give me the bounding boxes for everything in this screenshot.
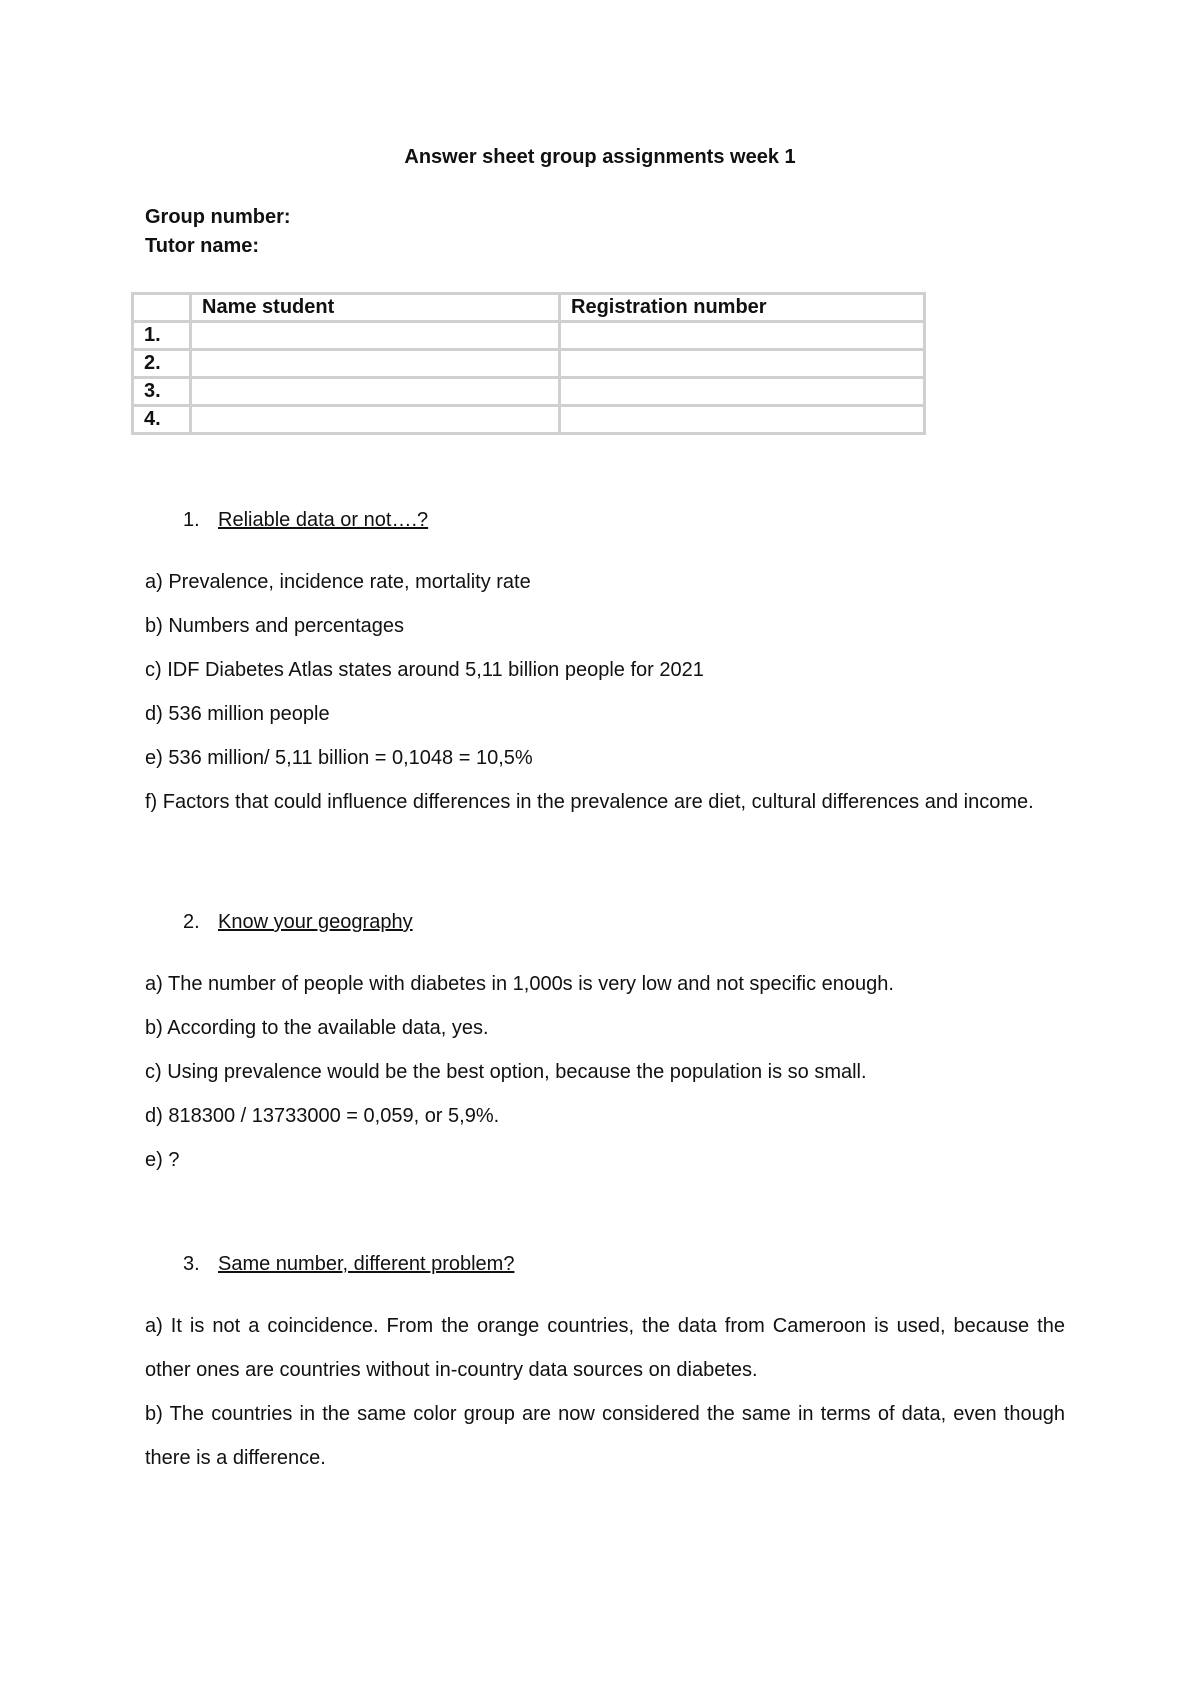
page-title: Answer sheet group assignments week 1	[404, 146, 796, 168]
section-1-heading	[183, 509, 428, 532]
answer-2c: c) Using prevalence would be the best option, because the population is so small.	[145, 1061, 867, 1083]
section-title: Reliable data or not….?	[218, 509, 429, 531]
answer-3b: b) The countries in the same color group are now considered the same in terms of data, even though there is a difference.	[145, 1403, 1065, 1469]
row-number: 1.	[133, 322, 191, 350]
answer-2b: b) According to the available data, yes.	[145, 1017, 489, 1039]
answer-1b: b) Numbers and percentages	[145, 615, 405, 637]
section-number: 2.	[183, 911, 200, 933]
student-name-cell[interactable]	[191, 406, 560, 434]
row-number: 3.	[133, 378, 191, 406]
section-title: Know your geography	[218, 911, 413, 933]
answer-1d: d) 536 million people	[145, 703, 330, 725]
answer-1a: a) Prevalence, incidence rate, mortality rate	[145, 571, 531, 593]
registration-number-cell[interactable]	[560, 350, 925, 378]
section-number: 3.	[183, 1253, 200, 1275]
table-row	[133, 350, 925, 378]
column-header-number	[133, 294, 191, 322]
section-title: Same number, different problem?	[218, 1253, 515, 1275]
answer-3a: a) It is not a coincidence. From the orange countries, the data from Cameroon is used, because the other ones are countries without in-country data sources on diabetes.	[145, 1315, 1065, 1381]
row-number: 4.	[133, 406, 191, 434]
answer-2e: e) ?	[145, 1149, 180, 1171]
answer-2d: d) 818300 / 13733000 = 0,059, or 5,9%.	[145, 1105, 500, 1127]
student-table	[131, 292, 926, 435]
tutor-name-label: Tutor name:	[145, 235, 260, 257]
registration-number-cell[interactable]	[560, 378, 925, 406]
answer-1f: f) Factors that could influence differences in the prevalence are diet, cultural differences and income.	[145, 791, 1034, 813]
column-header-name: Name student	[191, 294, 560, 322]
group-number-label: Group number:	[145, 206, 291, 228]
student-name-cell[interactable]	[191, 378, 560, 406]
registration-number-cell[interactable]	[560, 322, 925, 350]
student-name-cell[interactable]	[191, 322, 560, 350]
table-row	[133, 406, 925, 434]
column-header-registration: Registration number	[560, 294, 925, 322]
section-3-heading	[183, 1253, 514, 1276]
table-row	[133, 322, 925, 350]
row-number: 2.	[133, 350, 191, 378]
section-2-heading	[183, 911, 413, 934]
registration-number-cell[interactable]	[560, 406, 925, 434]
answer-2a: a) The number of people with diabetes in 1,000s is very low and not specific enough.	[145, 973, 894, 995]
section-number: 1.	[183, 509, 200, 531]
answer-1e: e) 536 million/ 5,11 billion = 0,1048 = 10,5%	[145, 747, 533, 769]
student-name-cell[interactable]	[191, 350, 560, 378]
table-header-row	[133, 294, 925, 322]
answer-1c: c) IDF Diabetes Atlas states around 5,11 billion people for 2021	[145, 659, 704, 681]
table-row	[133, 378, 925, 406]
